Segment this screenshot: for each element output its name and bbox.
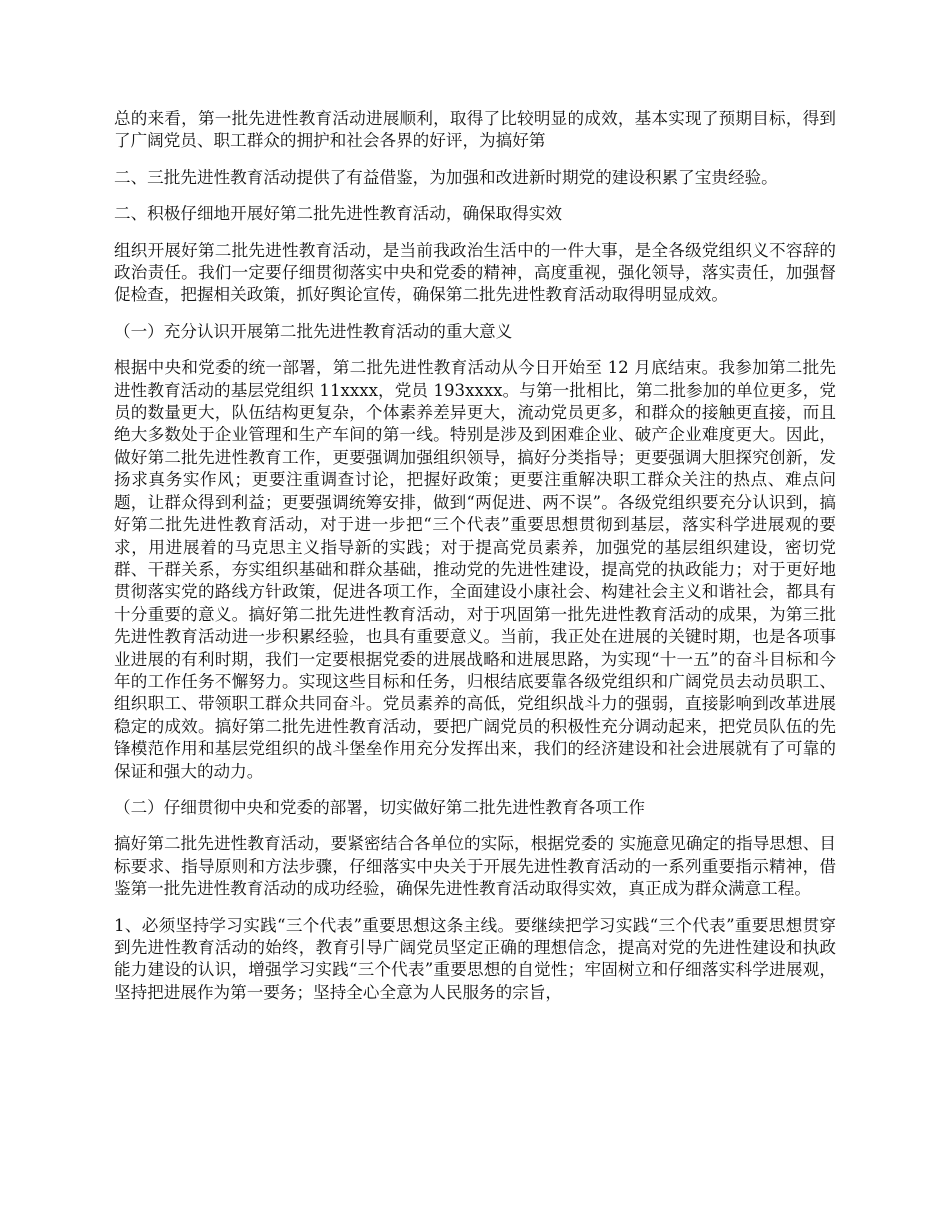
document-body — [114, 108, 836, 1018]
paragraph-continuation: 二、三批先进性教育活动提供了有益借鉴，为加强和改进新时期党的建设积累了宝贵经验。 — [114, 167, 778, 187]
section-heading-2: 二、积极仔细地开展好第二批先进性教育活动，确保取得实效 — [114, 204, 563, 224]
paragraph-organize: 组织开展好第二批先进性教育活动，是当前我政治生活中的一件大事，是全各级党组织义不容辞的政治责任。我们一定要仔细贯彻落实中央和党委的精神，高度重视，强化领导，落实责任，加强督促检查，把握相关政策，抓好舆论宣传，确保第二批先进性教育活动取得明显成效。 — [114, 240, 836, 305]
subsection-heading-1: （一）充分认识开展第二批先进性教育活动的重大意义 — [114, 321, 513, 341]
subsection-heading-2: （二）仔细贯彻中央和党委的部署，切实做好第二批先进性教育各项工作 — [114, 797, 645, 817]
paragraph-summary: 总的来看，第一批先进性教育活动进展顺利，取得了比较明显的成效，基本实现了预期目标，得到了广阔党员、职工群众的拥护和社会各界的好评，为搞好第 — [114, 109, 836, 151]
paragraph-item-1: 1、必须坚持学习实践“三个代表”重要思想这条主线。要继续把学习实践“三个代表”重要思想贯穿到先进性教育活动的始终，教育引导广阔党员坚定正确的理想信念，提高对党的先进性建设和执政能力建设的认识，增强学习实践“三个代表”重要思想的自觉性；牢固树立和仔细落实科学进展观，坚持把进展作为第一要务；坚持全心全意为人民服务的宗旨， — [114, 915, 836, 1002]
paragraph-implementation: 搞好第二批先进性教育活动，要紧密结合各单位的实际，根据党委的 实施意见确定的指导思想、目标要求、指导原则和方法步骤，仔细落实中央关于开展先进性教育活动的一系列重要指示精神，借鉴第一批先进性教育活动的成功经验，确保先进性教育活动取得实效，真正成为群众满意工程。 — [114, 834, 836, 899]
paragraph-significance: 根据中央和党委的统一部署，第二批先进性教育活动从今日开始至 12 月底结束。我参加第二批先进性教育活动的基层党组织 11xxxx，党员 193xxxx。与第一批相比，第二批参加的单位更多，党员的数量更大，队伍结构更复杂，个体素养差异更大，流动党员更多，和群众的接触更直接，而且绝大多数处于企业管理和生产车间的第一线。特别是涉及到困难企业、破产企业难度更大。因此，做好第二批先进性教育工作，更要强调加强组织领导，搞好分类指导；更要强调大胆探究创新，发扬求真务实作风；更要注重调查讨论，把握好政策；更要注重解决职工群众关注的热点、难点问题，让群众得到利益；更要强调统筹安排，做到“两促进、两不误”。各级党组织要充分认识到，搞好第二批先进性教育活动，对于进一步把“三个代表”重要思想贯彻到基层，落实科学进展观的要求，用进展着的马克思主义指导新的实践；对于提高党员素养，加强党的基层组织建设，密切党群、干群关系，夯实组织基础和群众基础，推动党的先进性建设，提高党的执政能力；对于更好地贯彻落实党的路线方针政策，促进各项工作，全面建设小康社会、构建社会主义和谐社会，都具有十分重要的意义。搞好第二批先进性教育活动，对于巩固第一批先进性教育活动的成果，为第三批先进性教育活动进一步积累经验，也具有重要意义。当前，我正处在进展的关键时期，也是各项事业进展的有利时期，我们一定要根据党委的进展战略和进展思路，为实现“十一五”的奋斗目标和今年的工作任务不懈努力。实现这些目标和任务，归根结底要靠各级党组织和广阔党员去动员职工、组织职工、带领职工群众共同奋斗。党员素养的高低，党组织战斗力的强弱，直接影响到改革进展稳定的成效。搞好第二批先进性教育活动，要把广阔党员的积极性充分调动起来，把党员队伍的先锋模范作用和基层党组织的战斗堡垒作用充分发挥出来，我们的经济建设和社会进展就有了可靠的保证和强大的动力。 — [114, 358, 836, 781]
